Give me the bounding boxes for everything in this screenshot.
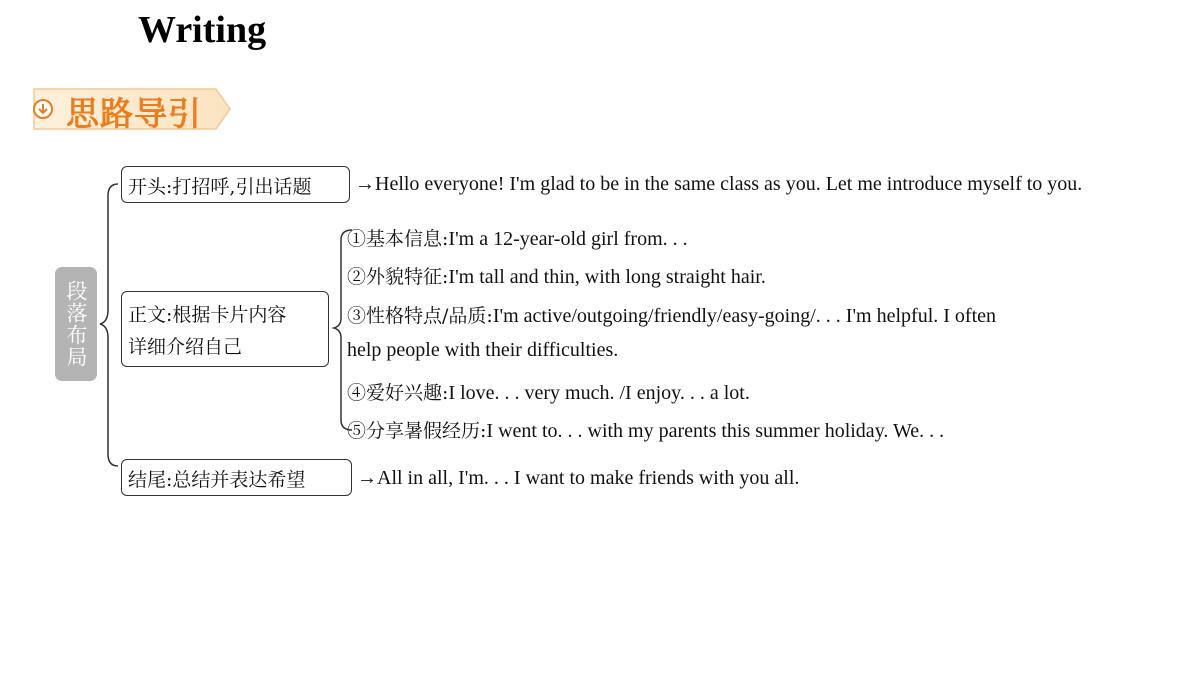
closing-text: →All in all, I'm. . . I want to make friends with you all. [357, 467, 800, 489]
body-box [121, 291, 329, 367]
opening-box [121, 166, 350, 203]
body-item-5-text: I went to. . . with my parents this summer holiday. We. . . [486, 420, 945, 442]
body-item-3-continued-text: help people with their difficulties. [347, 339, 619, 361]
body-box-line2: 详细介绍自己 [128, 336, 243, 358]
body-box-line1: 正文:根据卡片内容 [128, 304, 287, 326]
body-item-3-label: ③性格特点/品质: [347, 305, 493, 327]
body-item-1 [347, 224, 688, 251]
body-item-4-label: ④爱好兴趣: [347, 382, 449, 404]
body-item-2 [347, 262, 766, 289]
body-item-3-text: I'm active/outgoing/friendly/easy-going/. . . I'm helpful. I often [492, 305, 997, 327]
body-item-1-text: I'm a 12-year-old girl from. . . [448, 228, 688, 250]
body-item-3 [347, 301, 996, 328]
closing-box-label: 结尾:总结并表达希望 [128, 469, 306, 491]
opening-text: →Hello everyone! I'm glad to be in the same class as you. Let me introduce myself to you. [355, 173, 1083, 195]
banner-title: 思路导引 [66, 94, 202, 133]
body-item-1-label: ①基本信息: [347, 228, 449, 250]
opening-box-label: 开头:打招呼,引出话题 [128, 176, 312, 198]
body-item-5 [347, 416, 944, 443]
body-item-4 [347, 378, 750, 405]
body-item-2-text: I'm tall and thin, with long straight hair. [448, 266, 766, 288]
body-item-3-continued [347, 339, 618, 362]
body-item-4-text: I love. . . very much. /I enjoy. . . a lot. [448, 382, 750, 404]
page-title: Writing [138, 9, 267, 51]
body-item-2-label: ②外貌特征: [347, 266, 449, 288]
side-label: 段落布局 [55, 267, 97, 381]
body-item-5-label: ⑤分享暑假经历: [347, 420, 487, 442]
main-brace [100, 184, 118, 466]
closing-box [121, 459, 352, 496]
